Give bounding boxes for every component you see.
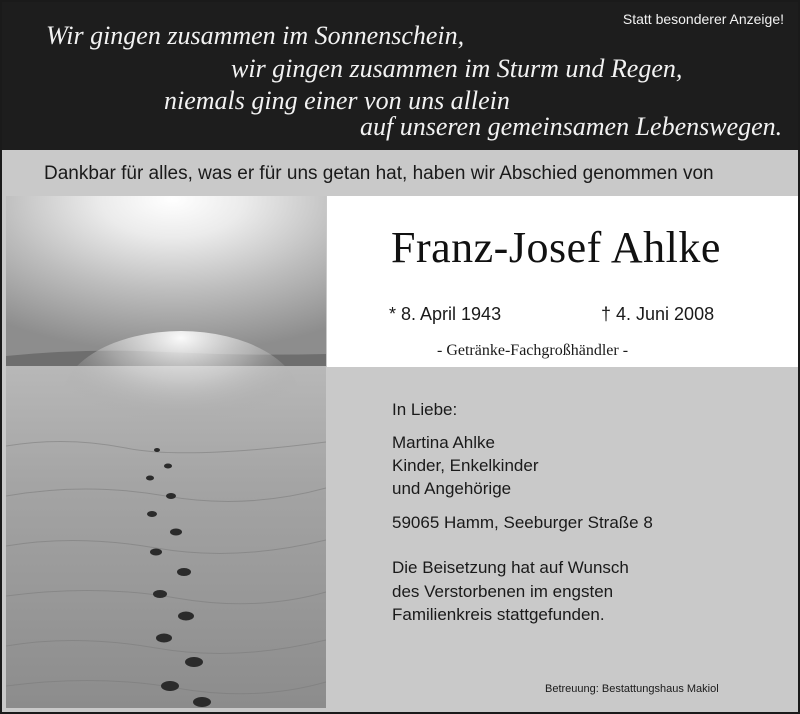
thanks-line: Dankbar für alles, was er für uns getan hat, haben wir Abschied genommen von [44,163,714,184]
deceased-name: Franz-Josef Ahlke [391,223,721,272]
name-panel [327,196,798,367]
notice-label: Statt besonderer Anzeige! [622,11,784,27]
birth-date: * 8. April 1943 [389,304,502,324]
funeral-note-line: Familienkreis stattgefunden. [392,605,605,624]
poem-line-4: auf unseren gemeinsamen Lebenswegen. [360,112,783,141]
care-credit: Betreuung: Bestattungshaus Makiol [545,683,719,695]
mourners-heading: In Liebe: [392,400,458,419]
beach-photo [6,196,326,708]
poem-line-2: wir gingen zusammen im Sturm und Regen, [231,54,683,83]
poem-line-3: niemals ging einer von uns allein [164,86,510,115]
mourner-name: Kinder, Enkelkinder [392,456,539,475]
funeral-note-line: des Verstorbenen im engsten [392,582,614,601]
poem-line-1: Wir gingen zusammen im Sonnenschein, [46,21,465,50]
funeral-note-line: Die Beisetzung hat auf Wunsch [392,558,629,577]
occupation: - Getränke-Fachgroßhändler - [437,342,629,359]
mourner-name: und Angehörige [392,479,512,498]
poem-band [2,2,798,150]
mourners-address: 59065 Hamm, Seeburger Straße 8 [392,513,653,532]
mourner-name: Martina Ahlke [392,433,495,452]
death-date: † 4. Juni 2008 [601,304,715,324]
